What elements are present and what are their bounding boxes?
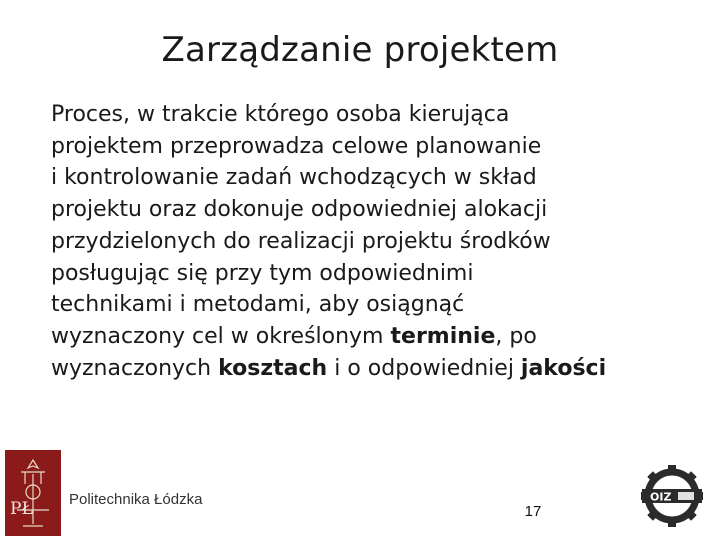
body-line (51, 226, 711, 258)
body-line (51, 162, 711, 194)
body-emphasis: terminie (390, 323, 496, 349)
svg-text:PŁ: PŁ (10, 499, 33, 519)
university-crest-icon (5, 450, 61, 536)
body-text: przydzielonych do realizacji projektu środków (51, 228, 551, 254)
body-line (51, 258, 711, 290)
body-line (51, 194, 711, 226)
body-line (51, 289, 711, 321)
slide-title: Zarządzanie projektem (161, 30, 559, 70)
department-logo (634, 464, 710, 528)
body-text: i o odpowiedniej (327, 355, 521, 381)
body-text: , po (495, 323, 537, 349)
body-text: posługując się przy tym odpowiednimi (51, 260, 474, 286)
body-emphasis: jakości (520, 355, 607, 381)
body-line (51, 99, 711, 131)
body-text: Proces, w trakcie którego osoba kierująca (51, 102, 510, 127)
body-text: technikami i metodami, aby osiągnąć (51, 292, 465, 318)
body-emphasis: kosztach (218, 355, 328, 381)
body-line (51, 353, 711, 385)
body-line (51, 131, 711, 163)
svg-text:OIZ: OIZ (650, 490, 672, 504)
university-name: Politechnika Łódzka (69, 491, 203, 508)
body-text: wyznaczonych (51, 355, 219, 381)
body-text: projektem przeprowadza celowe planowanie (51, 133, 542, 159)
university-logo (5, 450, 205, 536)
gear-icon (634, 464, 710, 528)
body-text: projektu oraz dokonuje odpowiedniej alokacji (51, 197, 548, 223)
body-text: i kontrolowanie zadań wchodzących w skład (51, 165, 537, 191)
body-line (51, 321, 711, 353)
slide-body (51, 99, 711, 384)
page-number: 17 (524, 503, 542, 520)
body-text: wyznaczony cel w określonym (51, 323, 391, 349)
